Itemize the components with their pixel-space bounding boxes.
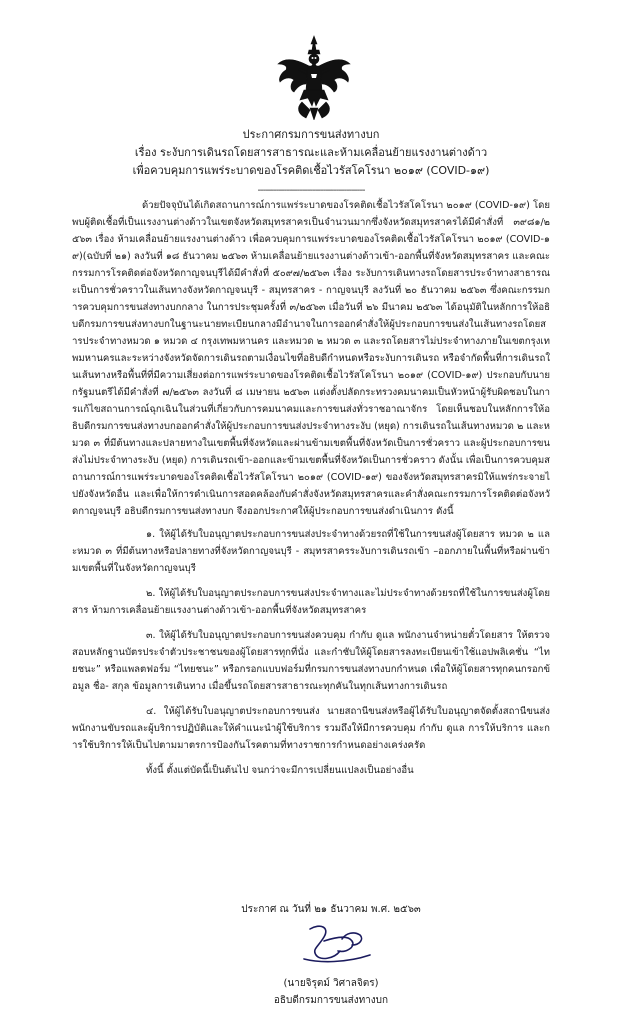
signer-name: (นายจิรุตม์ วิศาลจิตร)	[283, 978, 379, 989]
issuing-agency: ประกาศกรมการขนส่งทางบก	[242, 128, 380, 141]
subject-line-2: เพื่อควบคุมการแพร่ระบาดของโรคติดเชื้อไวรัสโคโรนา ๒๐๑๙ (COVID-๑๙)	[132, 164, 490, 177]
clause-4: ๔. ให้ผู้ได้รับใบอนุญาตประกอบการขนส่ง นายสถานีขนส่งหรือผู้ได้รับใบอนุญาตจัดตั้งสถานีขนส่ง พนักงานขับรถและผู้บริการปฏิบัติและให้คำแนะนำผู้ใช้บริการ รวมถึงให้มีการควบคุม กำกับ ดูแล การให้บริการ และการใช้บริการให้เป็นไปตามมาตรการป้องกันโรคตามที่ทางราชการกำหนดอย่างเคร่งครัด	[72, 706, 550, 751]
garuda-emblem	[276, 34, 352, 120]
document-body	[72, 197, 550, 779]
header-divider: -----------------------------------------	[257, 185, 365, 196]
intro-paragraph: ด้วยปัจจุบันได้เกิดสถานการณ์การแพร่ระบาดของโรคติดเชื้อไวรัสโคโรนา ๒๐๑๙ (COVID-๑๙) โดยพบผู้ติดเชื้อที่เป็นแรงงานต่างด้าวในเขตจังหวัดสมุทรสาครเป็นจำนวนมากซึ่งจังหวัดสมุทรสาครได้มีคำสั่งที่ ๓๙๘๑/๒๕๖๓ เรื่อง ห้ามเคลื่อนย้ายแรงงานต่างด้าว เพื่อควบคุมการแพร่ระบาดของโรคติดเชื้อไวรัสโคโรนา ๒๐๑๙ (COVID-๑๙)(ฉบับที่ ๒๑) ลงวันที่ ๑๘ ธันวาคม ๒๕๖๓ ห้ามเคลื่อนย้ายแรงงานต่างด้าวเข้า-ออกพื้นที่จังหวัดสมุทรสาคร และคณะกรรมการโรคติดต่อจังหวัดกาญจนบุรีได้มีคำสั่งที่ ๕๐๙๗/๒๕๖๓ เรื่อง ระงับการเดินทางรถโดยสารประจำทางสาธารณะเป็นการชั่วคราวในเส้นทางจังหวัดกาญจนบุรี - สมุทรสาคร - กาญจนบุรี ลงวันที่ ๒๐ ธันวาคม ๒๕๖๓ ซึ่งคณะกรรมการควบคุมการขนส่งทางบกกลาง ในการประชุมครั้งที่ ๓/๒๕๖๓ เมื่อวันที่ ๒๖ มีนาคม ๒๕๖๓ ได้อนุมัติในหลักการให้อธิบดีกรมการขนส่งทางบกในฐานะนายทะเบียนกลางมีอำนาจในการออกคำสั่งให้ผู้ประกอบการขนส่งในเส้นทางรถโดยสารประจำทางหมวด ๑ หมวด ๔ กรุงเทพมหานคร และหมวด ๒ หมวด ๓ และรถโดยสารไม่ประจำทางภายในเขตกรุงเทพมหานครและระหว่างจังหวัดจัดการเดินรถตามเงื่อนไขที่อธิบดีกำหนดหรือระงับการเดินรถ หรือจำกัดพื้นที่การเดินรถในเส้นทางหรือพื้นที่ที่มีความเสี่ยงต่อการแพร่ระบาดของโรคติดเชื้อไวรัสโคโรนา ๒๐๑๙ (COVID-๑๙) ประกอบกับนายกรัฐมนตรีได้มีคำสั่งที่ ๗/๒๕๖๓ ลงวันที่ ๘ เมษายน ๒๕๖๓ แต่งตั้งปลัดกระทรวงคมนาคมเป็นหัวหน้าผู้รับผิดชอบในการแก้ไขสถานการณ์ฉุกเฉินในส่วนที่เกี่ยวกับการคมนาคมและการขนส่งทั่วราชอาณาจักร โดยเห็นชอบในหลักการให้อธิบดีกรมการขนส่งทางบกออกคำสั่งให้ผู้ประกอบการขนส่งประจำทางระงับ (หยุด) การเดินรถในเส้นทางหมวด ๒ และหมวด ๓ ที่มีต้นทางและปลายทางในเขตพื้นที่จังหวัดและผ่านข้ามเขตพื้นที่จังหวัดเป็นการชั่วคราว และผู้ประกอบการขนส่งไม่ประจำทางระงับ (หยุด) การเดินรถเข้า-ออกและข้ามเขตพื้นที่จังหวัดเป็นการชั่วคราว ดังนั้น เพื่อเป็นการควบคุมสถานการณ์การแพร่ระบาดของโรคติดเชื้อไวรัสโคโรนา ๒๐๑๙ (COVID-๑๙) ของจังหวัดสมุทรสาครมิให้แพร่กระจายไปยังจังหวัดอื่น และเพื่อให้การดำเนินการสอดคล้องกับคำสั่งจังหวัดสมุทรสาครและคำสั่งคณะกรรมการโรคติดต่อจังหวัดกาญจนบุรี อธิบดีกรมการขนส่งทางบก จึงออกประกาศให้ผู้ประกอบการขนส่งดำเนินการ ดังนี้	[72, 200, 550, 517]
closing-paragraph: ทั้งนี้ ตั้งแต่บัดนี้เป็นต้นไป จนกว่าจะมีการเปลี่ยนแปลงเป็นอย่างอื่น	[146, 765, 414, 776]
clause-1: ๑. ให้ผู้ได้รับใบอนุญาตประกอบการขนส่งประจำทางด้วยรถที่ใช้ในการขนส่งผู้โดยสาร หมวด ๒ และหมวด ๓ ที่มีต้นทางหรือปลายทางที่จังหวัดกาญจนบุรี - สมุทรสาครระงับการเดินรถเข้า –ออกภายในพื้นที่หรือผ่านข้ามเขตพื้นที่ในจังหวัดกาญจนบุรี	[72, 529, 550, 574]
clause-2: ๒. ให้ผู้ได้รับใบอนุญาตประกอบการขนส่งประจำทางและไม่ประจำทางด้วยรถที่ใช้ในการขนส่งผู้โดยสาร ห้ามการเคลื่อนย้ายแรงงานต่างด้าวเข้า-ออกพื้นที่จังหวัดสมุทรสาคร	[72, 588, 550, 616]
handwritten-signature	[290, 919, 380, 967]
signer-block	[0, 975, 622, 1009]
subject-line: เรื่อง ระงับการเดินรถโดยสารสาธารณะและห้ามเคลื่อนย้ายแรงงานต่างด้าว	[134, 146, 488, 159]
document-header	[0, 126, 622, 200]
signer-title: อธิบดีกรมการขนส่งทางบก	[273, 995, 389, 1006]
clause-3: ๓. ให้ผู้ได้รับใบอนุญาตประกอบการขนส่งควบคุม กำกับ ดูแล พนักงานจำหน่ายตั๋วโดยสาร ให้ตรวจสอบหลักฐานบัตรประจำตัวประชาชนของผู้โดยสารทุกที่นั่ง และกำชับให้ผู้โดยสารลงทะเบียนเข้าใช้แอปพลิเคชั่น “ไทยชนะ” หรือแพลตฟอร์ม “ไทยชนะ” หรือกรอกแบบฟอร์มที่กรมการขนส่งทางบกกำหนด เพื่อให้ผู้โดยสารทุกคนกรอกข้อมูล ชื่อ- สกุล ข้อมูลการเดินทาง เมื่อขึ้นรถโดยสารสาธารณะทุกคันในทุกเส้นทางการเดินรถ	[72, 630, 550, 692]
announcement-date: ประกาศ ณ วันที่ ๒๑ ธันวาคม พ.ศ. ๒๕๖๓	[241, 904, 421, 915]
